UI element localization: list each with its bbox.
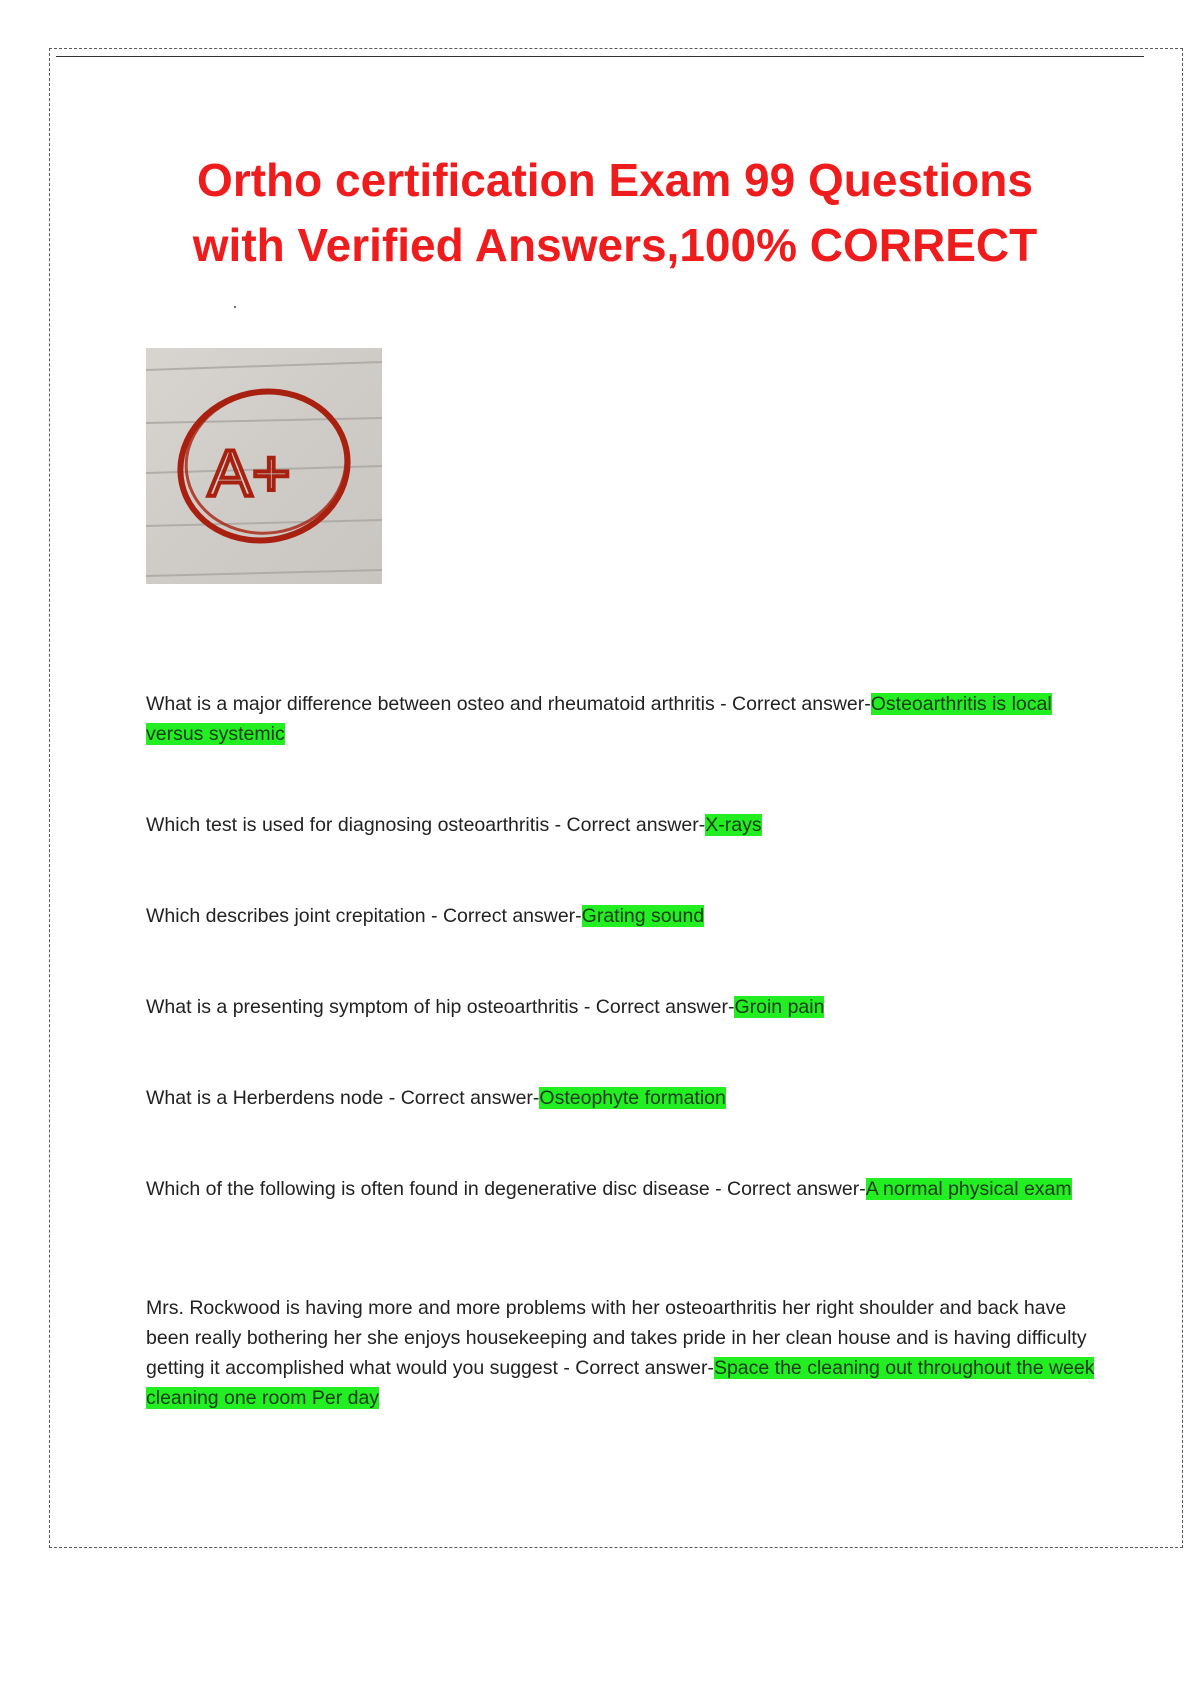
correct-answer-prefix: - Correct answer-: [549, 814, 706, 836]
title-line-2: with Verified Answers,100% CORRECT: [192, 219, 1038, 271]
qa-item: [146, 1293, 1096, 1413]
correct-answer-prefix: - Correct answer-: [578, 996, 735, 1018]
question-text: Which describes joint crepitation: [146, 905, 426, 927]
qa-item: [146, 810, 1096, 840]
qa-item: [146, 689, 1096, 749]
title-line-1: Ortho certification Exam 99 Questions: [197, 154, 1033, 206]
question-text: What is a Herberdens node: [146, 1087, 384, 1109]
highlighted-answer: Grating sound: [581, 905, 705, 927]
stray-dot: [234, 306, 236, 308]
qa-item: [146, 992, 1096, 1022]
grade-text: A+: [208, 436, 291, 510]
top-rule: [56, 56, 1144, 57]
grade-drawing: [146, 348, 382, 584]
correct-answer-prefix: - Correct answer-: [557, 1357, 714, 1379]
question-text: What is a presenting symptom of hip osteoarthritis: [146, 996, 579, 1018]
correct-answer-prefix: - Correct answer-: [714, 693, 871, 715]
document-title: [120, 148, 1110, 278]
highlighted-answer: Groin pain: [734, 996, 825, 1018]
highlighted-answer: Space the cleaning out throughout the week cleaning one room Per day: [146, 1357, 1095, 1409]
grade-a-plus-image: [146, 348, 382, 584]
qa-item: [146, 1083, 1096, 1113]
correct-answer-prefix: - Correct answer-: [425, 905, 582, 927]
correct-answer-prefix: - Correct answer-: [383, 1087, 540, 1109]
highlighted-answer: Osteophyte formation: [539, 1087, 726, 1109]
qa-item: [146, 901, 1096, 931]
qa-item: [146, 1174, 1096, 1204]
question-text: Mrs. Rockwood is having more and more problems with her osteoarthritis her right shoulder and back have been really bothering her she enjoys housekeeping and takes pride in her clean house and is having difficulty getting it accomplished what would you suggest: [146, 1297, 1087, 1379]
highlighted-answer: A normal physical exam: [865, 1178, 1072, 1200]
highlighted-answer: Osteoarthritis is local versus systemic: [146, 693, 1052, 745]
question-text: Which test is used for diagnosing osteoarthritis: [146, 814, 550, 836]
question-text: Which of the following is often found in degenerative disc disease: [146, 1178, 710, 1200]
highlighted-answer: X-rays: [705, 814, 762, 836]
question-text: What is a major difference between osteo and rheumatoid arthritis: [146, 693, 715, 715]
correct-answer-prefix: - Correct answer-: [709, 1178, 866, 1200]
